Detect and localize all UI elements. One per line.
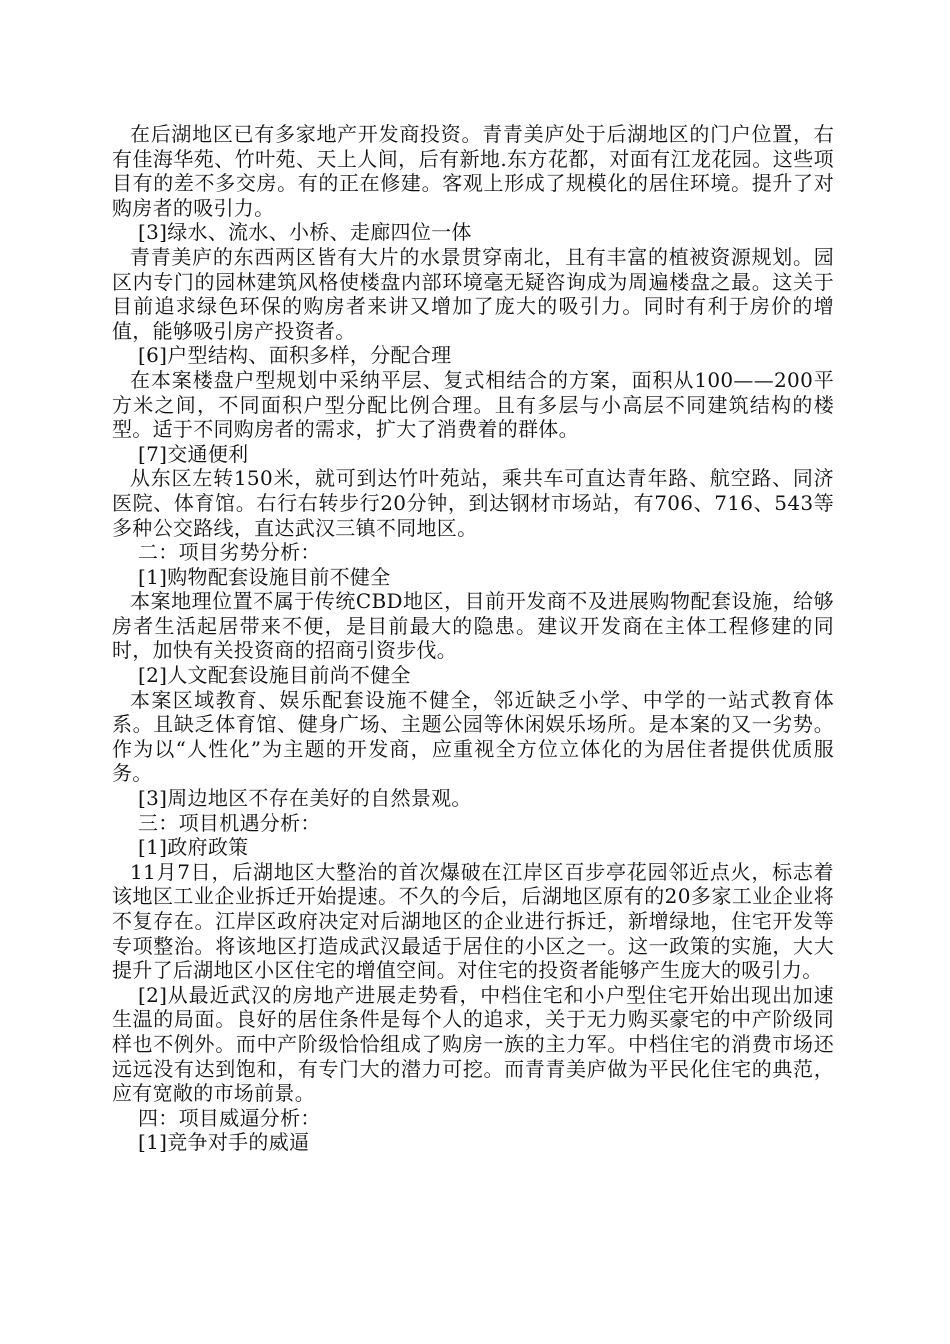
subheading-humanities: [2]人文配套设施目前尚不健全: [138, 663, 411, 688]
paragraph-5: 在本案楼盘户型规划中采纳平层、复式相结合的方案，面积从100——200平方米之间，不同面积户型分配比例合理。且有多层与小高层不同建筑结构的楼型。适于不同购房者的需求，扩大了消费着的群体。: [112, 367, 834, 442]
subheading-unit-structure: [6]户型结构、面积多样，分配合理: [138, 343, 452, 368]
subheading-policy: [1]政府政策: [138, 835, 249, 860]
paragraph-3: 青青美庐的东西两区皆有大片的水景贯穿南北，且有丰富的植被资源规划。园区内专门的园林建筑风格使楼盘内部环境毫无疑咨询成为周遍楼盘之最。这关于目前追求绿色环保的购房者来讲又增加了庞大的吸引力。同时有利于房价的增值，能够吸引房产投资者。: [112, 244, 834, 343]
paragraph-7: 从东区左转150米，就可到达竹叶苑站，乘共车可直达青年路、航空路、同济医院、体育馆。右行右转步行20分钟，到达钢材市场站，有706、716、543等多种公交路线，直达武汉三镇不同地区。: [112, 466, 834, 540]
subheading-shopping: [1]购物配套设施目前不健全: [138, 564, 391, 589]
subheading-green-water: [3]绿水、流水、小桥、走廊四位一体: [138, 220, 472, 245]
paragraph-1: 在后湖地区已有多家地产开发商投资。青青美庐处于后湖地区的门户位置，右有佳海华苑、竹叶苑、天上人间，后有新地.东方花都，对面有江龙花园。这些项目有的差不多交房。有的正在修建。客观上形成了规模化的居住环境。提升了对购房者的吸引力。: [112, 122, 834, 220]
paragraph-10: 本案地理位置不属于传统CBD地区，目前开发商不及进展购物配套设施，给够房者生活起居带来不便，是目前最大的隐患。建议开发商在主体工程修建的同时，加快有关投资商的招商引资步伐。: [112, 589, 834, 663]
section-heading-weakness: 二：项目劣势分析：: [138, 540, 321, 565]
subheading-transport: [7]交通便利: [138, 441, 249, 466]
paragraph-17: [2]从最近武汉的房地产进展走势看，中档住宅和小户型住宅开始出现出加速生温的局面。良好的居住条件是每个人的追求，关于无力购买豪宅的中产阶级同样也不例外。而中产阶级恰恰组成了购房一族的主力军。中档住宅的消费市场还远远没有达到饱和，有专门大的潜力可挖。而青青美庐做为平民化住宅的典范，应有宽敞的市场前景。: [112, 982, 834, 1106]
section-heading-threat: 四：项目威逼分析：: [138, 1105, 321, 1130]
paragraph-12: 本案区域教育、娱乐配套设施不健全，邻近缺乏小学、中学的一站式教育体系。且缺乏体育馆、健身广场、主题公园等休闲娱乐场所。是本案的又一劣势。作为以“人性化”为主题的开发商，应重视全方位立体化的为居住者提供优质服务。: [112, 687, 834, 786]
section-heading-opportunity: 三：项目机遇分析：: [138, 810, 321, 835]
paragraph-16: 11月7日，后湖地区大整治的首次爆破在江岸区百步亭花园邻近点火，标志着该地区工业企业拆迁开始提速。不久的今后，后湖地区原有的20多家工业企业将不复存在。江岸区政府决定对后湖地区的企业进行拆迁，新增绿地，住宅开发等专项整治。将该地区打造成武汉最适于居住的小区之一。这一政策的实施，大大提升了后湖地区小区住宅的增值空间。对住宅的投资者能够产生庞大的吸引力。: [112, 859, 834, 983]
subheading-competitor: [1]竞争对手的威逼: [138, 1130, 310, 1155]
document-body: [112, 122, 834, 1155]
subheading-scenery: [3]周边地区不存在美好的自然景观。: [138, 786, 472, 811]
